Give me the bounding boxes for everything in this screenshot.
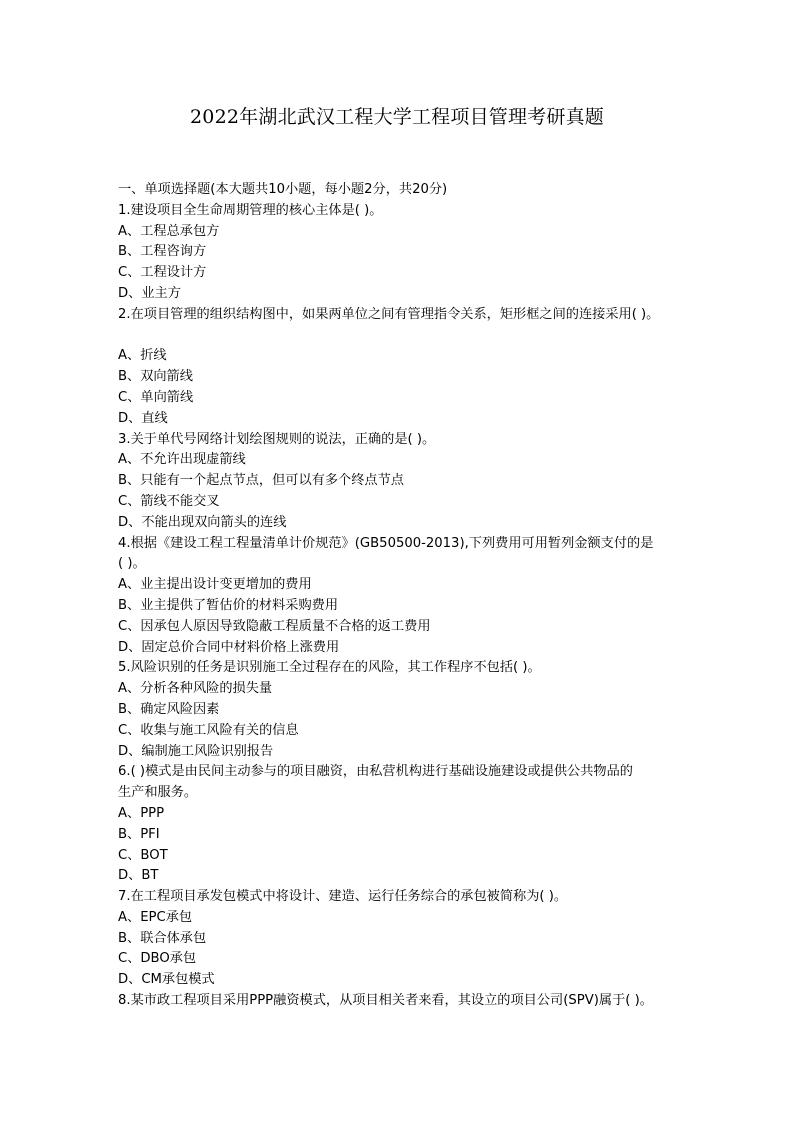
question-stem: 6.( )模式是由民间主动参与的项目融资，由私营机构进行基础设施建设或提供公共物品的: [118, 764, 633, 780]
option-a: A、不允许出现虚箭线: [118, 452, 246, 468]
option-b: B、只能有一个起点节点，但可以有多个终点节点: [118, 473, 404, 489]
blank-line: [118, 326, 718, 347]
question-stem: 5.风险识别的任务是识别施工全过程存在的风险，其工作程序不包括( )。: [118, 660, 541, 676]
question-8: [118, 991, 718, 1012]
section-heading: 一、单项选择题(本大题共10小题，每小题2分，共20分): [118, 182, 448, 197]
option-b: B、确定风险因素: [118, 701, 220, 717]
question-5: [118, 658, 718, 762]
option-b: B、PFI: [118, 826, 160, 842]
option-b: B、联合体承包: [118, 930, 207, 946]
option-d: D、不能出现双向箭头的连线: [118, 514, 287, 530]
question-stem-continued: ( )。: [118, 556, 146, 572]
option-a: A、业主提出设计变更增加的费用: [118, 577, 312, 593]
option-b: B、业主提供了暂估价的材料采购费用: [118, 597, 339, 613]
option-a: A、折线: [118, 348, 167, 364]
question-stem: 4.根据《建设工程工程量清单计价规范》(GB50500-2013),下列费用可用暂列金额支付的是: [118, 535, 654, 551]
question-1: [118, 201, 718, 305]
option-d: D、BT: [118, 868, 159, 884]
option-c: C、因承包人原因导致隐蔽工程质量不合格的返工费用: [118, 618, 431, 634]
option-c: C、收集与施工风险有关的信息: [118, 722, 299, 738]
question-4: [118, 534, 718, 659]
option-a: A、分析各种风险的损失量: [118, 681, 273, 697]
option-b: B、工程咨询方: [118, 244, 207, 260]
option-a: A、工程总承包方: [118, 223, 220, 239]
option-c: C、BOT: [118, 847, 168, 863]
question-7: [118, 887, 718, 991]
option-a: A、EPC承包: [118, 909, 193, 925]
option-c: C、箭线不能交叉: [118, 493, 220, 509]
question-stem: 2.在项目管理的组织结构图中，如果两单位之间有管理指令关系，矩形框之间的连接采用( )。: [118, 306, 660, 322]
question-stem: 7.在工程项目承发包模式中将设计、建造、运行任务综合的承包被简称为( )。: [118, 889, 568, 905]
option-d: D、CM承包模式: [118, 972, 215, 988]
option-a: A、PPP: [118, 805, 165, 821]
option-d: D、固定总价合同中材料价格上涨费用: [118, 639, 340, 655]
option-d: D、业主方: [118, 285, 181, 301]
document-body: [118, 180, 718, 1012]
document-title: 2022年湖北武汉工程大学工程项目管理考研真题: [190, 106, 604, 128]
question-stem-continued: 生产和服务。: [118, 785, 198, 801]
option-d: D、直线: [118, 410, 168, 426]
question-stem: 3.关于单代号网络计划绘图规则的说法，正确的是( )。: [118, 431, 436, 447]
option-c: C、工程设计方: [118, 265, 207, 281]
option-c: C、DBO承包: [118, 951, 197, 967]
question-stem: 1.建设项目全生命周期管理的核心主体是( )。: [118, 202, 383, 218]
option-b: B、双向箭线: [118, 369, 193, 385]
question-stem: 8.某市政工程项目采用PPP融资模式，从项目相关者来看，其设立的项目公司(SPV)属于( )。: [118, 993, 653, 1009]
question-3: [118, 430, 718, 534]
option-d: D、编制施工风险识别报告: [118, 743, 274, 759]
question-6: [118, 762, 718, 887]
question-2: [118, 305, 718, 430]
option-c: C、单向箭线: [118, 389, 194, 405]
